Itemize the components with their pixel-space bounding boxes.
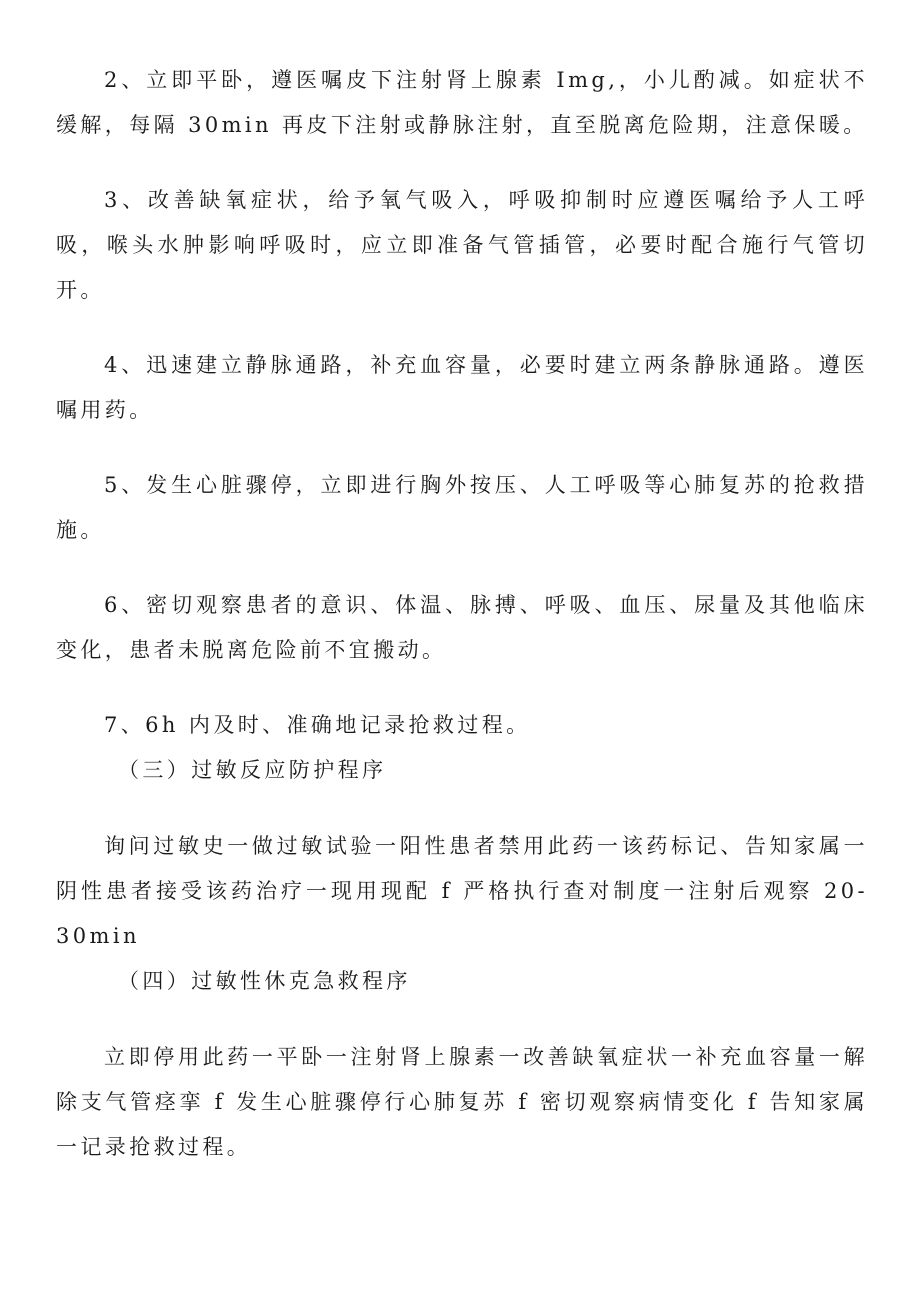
paragraph-step-7: 7、6h 内及时、准确地记录抢救过程。 <box>104 713 531 737</box>
section-4-heading: （四）过敏性休克急救程序 <box>118 969 411 993</box>
paragraph-step-3: 3、改善缺氧症状，给予氧气吸入，呼吸抑制时应遵医嘱给予人工呼吸，喉头水肿影响呼吸时，应立即准备气管插管，必要时配合施行气管切开。 <box>56 188 868 302</box>
paragraph-step-5: 5、发生心脏骤停，立即进行胸外按压、人工呼吸等心肺复苏的抢救措施。 <box>56 473 868 542</box>
document-page <box>56 58 868 1170</box>
paragraph-step-6: 6、密切观察患者的意识、体温、脉搏、呼吸、血压、尿量及其他临床变化，患者未脱离危险前不宜搬动。 <box>56 593 868 662</box>
section-3-body: 询问过敏史一做过敏试验一阳性患者禁用此药一该药标记、告知家属一阴性患者接受该药治疗一现用现配 f 严格执行查对制度一注射后观察 20-30min <box>56 834 868 948</box>
section-3-heading: （三）过敏反应防护程序 <box>118 758 387 782</box>
paragraph-step-4: 4、迅速建立静脉通路，补充血容量，必要时建立两条静脉通路。遵医嘱用药。 <box>56 353 868 422</box>
section-4-body: 立即停用此药一平卧一注射肾上腺素一改善缺氧症状一补充血容量一解除支气管痉挛 f 发生心脏骤停行心肺复苏 f 密切观察病情变化 f 告知家属一记录抢救过程。 <box>56 1045 868 1159</box>
paragraph-step-2: 2、立即平卧，遵医嘱皮下注射肾上腺素 Img,，小儿酌减。如症状不缓解，每隔 30min 再皮下注射或静脉注射，直至脱离危险期，注意保暖。 <box>56 68 868 137</box>
